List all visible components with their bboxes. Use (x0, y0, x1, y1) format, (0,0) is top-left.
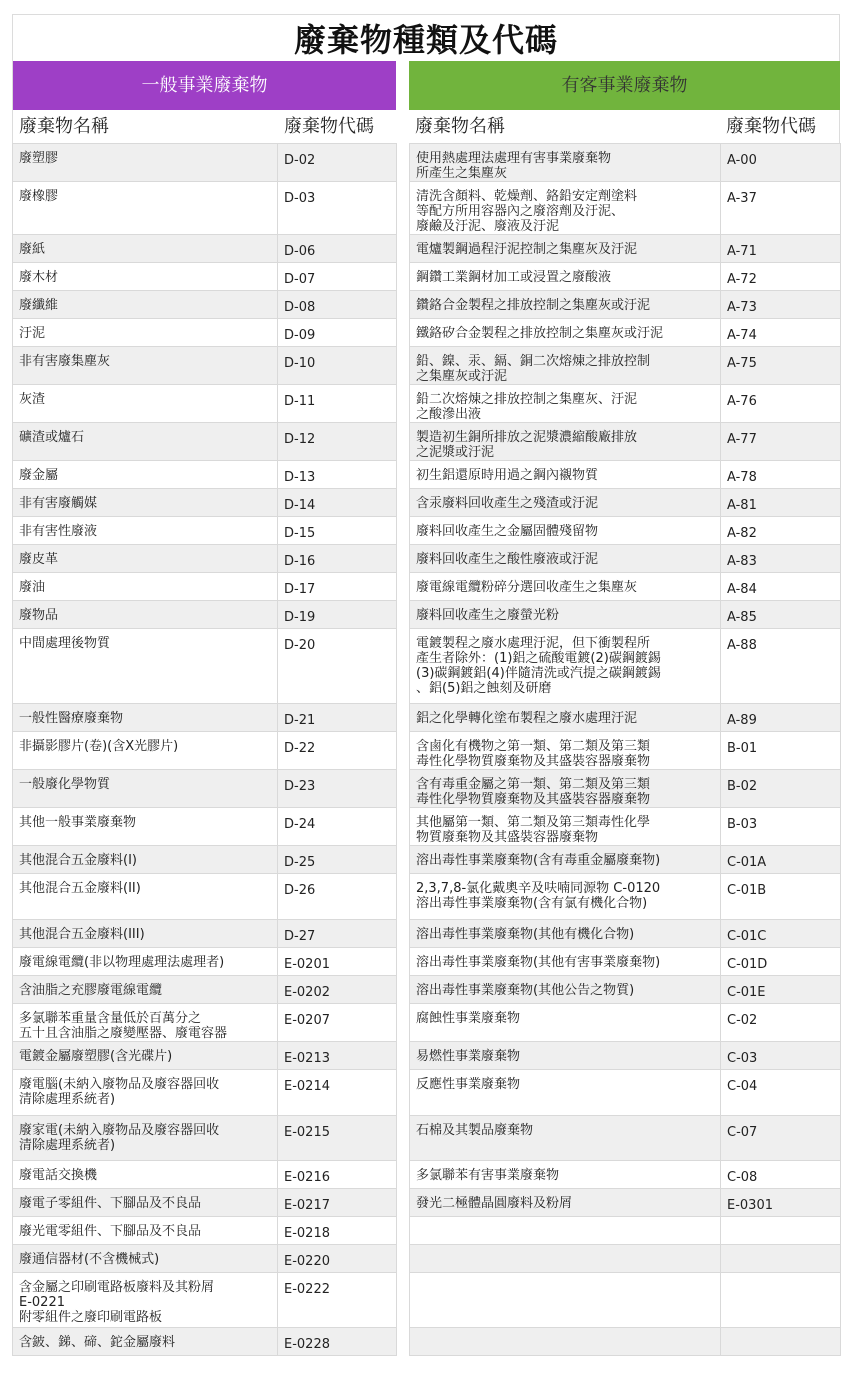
column-gap (397, 629, 410, 704)
table-row (13, 263, 841, 291)
general-waste-name: 廢油 (13, 573, 278, 601)
hazardous-waste-name: 多氯聯苯有害事業廢棄物 (410, 1161, 721, 1189)
hazardous-waste-name: 廢電線電纜粉碎分選回收產生之集塵灰 (410, 573, 721, 601)
general-waste-name: 非有害廢觸媒 (13, 489, 278, 517)
table-row (13, 573, 841, 601)
table-row (13, 948, 841, 976)
column-gap (397, 263, 410, 291)
hazardous-name-column-header: 廢棄物名稱 (415, 116, 505, 137)
table-row (13, 920, 841, 948)
column-gap (397, 704, 410, 732)
general-code-column-header: 廢棄物代碼 (284, 116, 374, 137)
general-waste-code: D-11 (278, 385, 397, 423)
general-waste-code: D-07 (278, 263, 397, 291)
general-waste-name: 廢金屬 (13, 461, 278, 489)
general-waste-name: 非攝影膠片(卷)(含X光膠片) (13, 732, 278, 770)
hazardous-waste-code (721, 1273, 841, 1328)
column-gap (397, 235, 410, 263)
hazardous-waste-name: 易燃性事業廢棄物 (410, 1042, 721, 1070)
hazardous-waste-name: 製造初生銅所排放之泥漿濃縮酸廠排放 之泥漿或汙泥 (410, 423, 721, 461)
table-row (13, 1070, 841, 1116)
general-waste-name: 廢紙 (13, 235, 278, 263)
column-gap (397, 291, 410, 319)
general-waste-code: E-0222 (278, 1273, 397, 1328)
hazardous-waste-code: E-0301 (721, 1189, 841, 1217)
hazardous-waste-name: 鐵鉻矽合金製程之排放控制之集塵灰或汙泥 (410, 319, 721, 347)
table-row (13, 976, 841, 1004)
hazardous-waste-name: 廢料回收產生之廢螢光粉 (410, 601, 721, 629)
column-gap (397, 1004, 410, 1042)
hazardous-waste-code (721, 1328, 841, 1356)
general-waste-code: E-0214 (278, 1070, 397, 1116)
hazardous-waste-name: 鉛、鎳、汞、鎘、銅二次熔煉之排放控制 之集塵灰或汙泥 (410, 347, 721, 385)
table-row (13, 1245, 841, 1273)
general-waste-code: D-08 (278, 291, 397, 319)
table-row (13, 319, 841, 347)
hazardous-waste-name: 其他屬第一類、第二類及第三類毒性化學 物質廢棄物及其盛裝容器廢棄物 (410, 808, 721, 846)
hazardous-waste-code: A-85 (721, 601, 841, 629)
general-waste-code: D-17 (278, 573, 397, 601)
hazardous-waste-name: 含有毒重金屬之第一類、第二類及第三類 毒性化學物質廢棄物及其盛裝容器廢棄物 (410, 770, 721, 808)
general-waste-name: 非有害性廢液 (13, 517, 278, 545)
column-gap (397, 1070, 410, 1116)
hazardous-waste-code: A-82 (721, 517, 841, 545)
column-gap (397, 920, 410, 948)
hazardous-waste-name: 腐蝕性事業廢棄物 (410, 1004, 721, 1042)
general-waste-name: 廢電腦(未納入廢物品及廢容器回收 清除處理系統者) (13, 1070, 278, 1116)
hazardous-waste-name: 溶出毒性事業廢棄物(其他有機化合物) (410, 920, 721, 948)
hazardous-waste-code (721, 1217, 841, 1245)
table-row (13, 1328, 841, 1356)
column-gap (397, 1189, 410, 1217)
general-waste-code: E-0202 (278, 976, 397, 1004)
general-waste-name: 廢塑膠 (13, 144, 278, 182)
general-waste-name: 廢電話交換機 (13, 1161, 278, 1189)
general-waste-code: D-13 (278, 461, 397, 489)
column-gap (397, 144, 410, 182)
general-waste-name: 其他混合五金廢料(III) (13, 920, 278, 948)
hazardous-waste-code: C-04 (721, 1070, 841, 1116)
general-waste-code: E-0213 (278, 1042, 397, 1070)
hazardous-waste-name: 石棉及其製品廢棄物 (410, 1116, 721, 1161)
table-row (13, 291, 841, 319)
general-waste-code: D-14 (278, 489, 397, 517)
general-name-column-header: 廢棄物名稱 (19, 116, 109, 137)
hazardous-waste-code: A-75 (721, 347, 841, 385)
general-waste-name: 灰渣 (13, 385, 278, 423)
column-gap (397, 545, 410, 573)
hazardous-waste-code: A-72 (721, 263, 841, 291)
hazardous-waste-heading: 有客事業廢棄物 (409, 61, 840, 110)
page-title: 廢棄物種類及代碼 (12, 14, 840, 61)
table-row (13, 182, 841, 235)
general-waste-name: 一般廢化學物質 (13, 770, 278, 808)
general-waste-code: D-19 (278, 601, 397, 629)
general-waste-code: E-0207 (278, 1004, 397, 1042)
general-waste-name: 中間處理後物質 (13, 629, 278, 704)
column-gap (397, 1116, 410, 1161)
hazardous-waste-code: C-01A (721, 846, 841, 874)
general-waste-code: E-0220 (278, 1245, 397, 1273)
hazardous-waste-code: A-77 (721, 423, 841, 461)
general-waste-name: 廢橡膠 (13, 182, 278, 235)
column-gap (397, 461, 410, 489)
hazardous-waste-code (721, 1245, 841, 1273)
hazardous-waste-name: 廢料回收產生之金屬固體殘留物 (410, 517, 721, 545)
hazardous-waste-name: 發光二極體晶圓廢料及粉屑 (410, 1189, 721, 1217)
table-row (13, 347, 841, 385)
general-waste-name: 電鍍金屬廢塑膠(含光碟片) (13, 1042, 278, 1070)
table-row (13, 1004, 841, 1042)
table-row (13, 489, 841, 517)
general-waste-code: E-0215 (278, 1116, 397, 1161)
general-waste-code: D-02 (278, 144, 397, 182)
table-row (13, 235, 841, 263)
general-waste-code: D-22 (278, 732, 397, 770)
hazardous-waste-code: A-88 (721, 629, 841, 704)
hazardous-waste-name: 含鹵化有機物之第一類、第二類及第三類 毒性化學物質廢棄物及其盛裝容器廢棄物 (410, 732, 721, 770)
general-waste-name: 多氯聯苯重量含量低於百萬分之 五十且含油脂之廢變壓器、廢電容器 (13, 1004, 278, 1042)
waste-code-table (12, 143, 841, 1356)
column-gap (397, 1042, 410, 1070)
column-gap (397, 874, 410, 920)
column-gap (397, 846, 410, 874)
hazardous-waste-name: 初生鋁還原時用過之鋼內襯物質 (410, 461, 721, 489)
column-gap (397, 948, 410, 976)
column-gap (397, 1217, 410, 1245)
column-gap (397, 770, 410, 808)
hazardous-waste-code: A-78 (721, 461, 841, 489)
general-waste-code: D-25 (278, 846, 397, 874)
general-waste-code: D-06 (278, 235, 397, 263)
column-gap (397, 385, 410, 423)
table-row (13, 1189, 841, 1217)
hazardous-waste-code: A-71 (721, 235, 841, 263)
table-row (13, 1161, 841, 1189)
column-gap (397, 347, 410, 385)
column-gap (397, 182, 410, 235)
hazardous-waste-code: C-03 (721, 1042, 841, 1070)
table-row (13, 1217, 841, 1245)
table-row (13, 808, 841, 846)
general-waste-name: 廢纖維 (13, 291, 278, 319)
hazardous-waste-name: 廢料回收產生之酸性廢液或汙泥 (410, 545, 721, 573)
general-waste-code: D-03 (278, 182, 397, 235)
general-waste-code: D-20 (278, 629, 397, 704)
hazardous-waste-name: 鋁之化學轉化塗布製程之廢水處理汙泥 (410, 704, 721, 732)
table-row (13, 601, 841, 629)
hazardous-waste-name: 溶出毒性事業廢棄物(其他公告之物質) (410, 976, 721, 1004)
hazardous-waste-name: 使用熱處理法處理有害事業廢棄物 所產生之集塵灰 (410, 144, 721, 182)
general-waste-code: D-27 (278, 920, 397, 948)
column-gap (397, 1273, 410, 1328)
hazardous-waste-code: A-76 (721, 385, 841, 423)
hazardous-waste-code: A-74 (721, 319, 841, 347)
column-gap (397, 732, 410, 770)
table-row (13, 545, 841, 573)
general-waste-code: D-12 (278, 423, 397, 461)
column-gap (397, 1161, 410, 1189)
general-waste-code: D-26 (278, 874, 397, 920)
general-waste-name: 其他混合五金廢料(I) (13, 846, 278, 874)
general-waste-heading: 一般事業廢棄物 (13, 61, 396, 110)
general-waste-name: 廢電線電纜(非以物理處理法處理者) (13, 948, 278, 976)
hazardous-waste-code: A-83 (721, 545, 841, 573)
general-waste-name: 其他一般事業廢棄物 (13, 808, 278, 846)
general-waste-name: 廢光電零組件、下腳品及不良品 (13, 1217, 278, 1245)
table-row (13, 423, 841, 461)
hazardous-waste-name: 反應性事業廢棄物 (410, 1070, 721, 1116)
general-waste-code: E-0218 (278, 1217, 397, 1245)
general-waste-name: 非有害廢集塵灰 (13, 347, 278, 385)
column-gap (397, 489, 410, 517)
hazardous-waste-code: A-00 (721, 144, 841, 182)
general-waste-code: E-0216 (278, 1161, 397, 1189)
table-row (13, 846, 841, 874)
hazardous-waste-code: C-01C (721, 920, 841, 948)
hazardous-waste-code: C-02 (721, 1004, 841, 1042)
table-row (13, 1042, 841, 1070)
table-row (13, 144, 841, 182)
general-waste-name: 廢物品 (13, 601, 278, 629)
hazardous-waste-name: 溶出毒性事業廢棄物(其他有害事業廢棄物) (410, 948, 721, 976)
column-gap (397, 573, 410, 601)
hazardous-waste-name: 溶出毒性事業廢棄物(含有毒重金屬廢棄物) (410, 846, 721, 874)
hazardous-waste-name (410, 1328, 721, 1356)
table-row (13, 770, 841, 808)
general-waste-code: D-16 (278, 545, 397, 573)
table-row (13, 704, 841, 732)
hazardous-waste-code: A-89 (721, 704, 841, 732)
general-waste-name: 廢通信器材(不含機械式) (13, 1245, 278, 1273)
general-waste-name: 其他混合五金廢料(II) (13, 874, 278, 920)
hazardous-waste-code: C-01D (721, 948, 841, 976)
table-row (13, 629, 841, 704)
table-row (13, 1116, 841, 1161)
hazardous-waste-name (410, 1217, 721, 1245)
hazardous-waste-name: 含汞廢料回收產生之殘渣或汙泥 (410, 489, 721, 517)
column-gap (397, 808, 410, 846)
column-gap (397, 601, 410, 629)
hazardous-waste-name: 鉛二次熔煉之排放控制之集塵灰、汙泥 之酸滲出液 (410, 385, 721, 423)
hazardous-waste-code: C-07 (721, 1116, 841, 1161)
general-waste-code: D-09 (278, 319, 397, 347)
column-gap (397, 517, 410, 545)
hazardous-waste-name: 鋼鑽工業鋼材加工或浸置之廢酸液 (410, 263, 721, 291)
general-waste-name: 廢皮革 (13, 545, 278, 573)
table-row (13, 874, 841, 920)
general-waste-code: E-0228 (278, 1328, 397, 1356)
hazardous-waste-code: B-02 (721, 770, 841, 808)
hazardous-waste-code: A-73 (721, 291, 841, 319)
hazardous-waste-code: C-01E (721, 976, 841, 1004)
table-row (13, 385, 841, 423)
hazardous-waste-code: A-37 (721, 182, 841, 235)
hazardous-waste-code: A-81 (721, 489, 841, 517)
column-gap (397, 976, 410, 1004)
hazardous-waste-code: A-84 (721, 573, 841, 601)
column-gap (397, 319, 410, 347)
general-waste-code: D-23 (278, 770, 397, 808)
general-waste-name: 汙泥 (13, 319, 278, 347)
general-waste-name: 廢電子零組件、下腳品及不良品 (13, 1189, 278, 1217)
hazardous-waste-name: 清洗含顏料、乾燥劑、鉻鉛安定劑塗料 等配方所用容器內之廢溶劑及汙泥、 廢鹼及汙泥、廢液及汙泥 (410, 182, 721, 235)
general-waste-name: 含金屬之印刷電路板廢料及其粉屑 E-0221 附零組件之廢印刷電路板 (13, 1273, 278, 1328)
hazardous-waste-code: B-01 (721, 732, 841, 770)
hazardous-waste-name: 鑽鉻合金製程之排放控制之集塵灰或汙泥 (410, 291, 721, 319)
general-waste-code: E-0217 (278, 1189, 397, 1217)
hazardous-waste-code: C-08 (721, 1161, 841, 1189)
general-waste-code: E-0201 (278, 948, 397, 976)
hazardous-waste-name: 2,3,7,8-氯化戴奧辛及呋喃同源物 C-0120 溶出毒性事業廢棄物(含有氯有機化合物) (410, 874, 721, 920)
general-waste-code: D-15 (278, 517, 397, 545)
general-waste-name: 廢家電(未納入廢物品及廢容器回收 清除處理系統者) (13, 1116, 278, 1161)
general-waste-name: 一般性醫療廢棄物 (13, 704, 278, 732)
hazardous-waste-name: 電鍍製程之廢水處理汙泥，但下衝製程所 產生者除外：(1)鋁之硫酸電鍍(2)碳鋼鍍錫 (3)碳鋼鍍鋁(4)伴隨清洗或汽提之碳鋼鍍錫 、鋁(5)鋁之蝕刻及研磨 (410, 629, 721, 704)
column-gap (397, 423, 410, 461)
column-gap (397, 1245, 410, 1273)
hazardous-waste-name (410, 1273, 721, 1328)
general-waste-code: D-24 (278, 808, 397, 846)
column-gap (397, 1328, 410, 1356)
general-waste-name: 礦渣或爐石 (13, 423, 278, 461)
hazardous-waste-code: B-03 (721, 808, 841, 846)
hazardous-waste-name: 電爐製鋼過程汙泥控制之集塵灰及汙泥 (410, 235, 721, 263)
general-waste-name: 含油脂之充膠廢電線電纜 (13, 976, 278, 1004)
hazardous-waste-code: C-01B (721, 874, 841, 920)
hazardous-waste-name (410, 1245, 721, 1273)
hazardous-code-column-header: 廢棄物代碼 (726, 116, 816, 137)
table-row (13, 461, 841, 489)
table-row (13, 1273, 841, 1328)
general-waste-code: D-10 (278, 347, 397, 385)
general-waste-name: 含鈹、銻、碲、鉈金屬廢料 (13, 1328, 278, 1356)
general-waste-code: D-21 (278, 704, 397, 732)
table-row (13, 732, 841, 770)
table-row (13, 517, 841, 545)
general-waste-name: 廢木材 (13, 263, 278, 291)
